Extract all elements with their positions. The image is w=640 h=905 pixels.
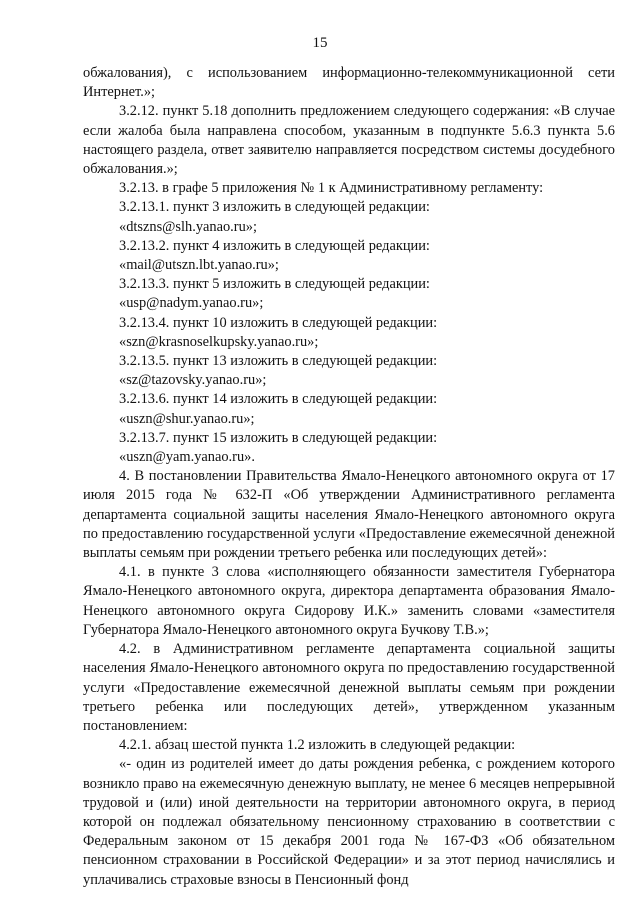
paragraph: 3.2.13.4. пункт 10 изложить в следующей редакции: xyxy=(119,314,438,331)
paragraph: «dtszns@slh.yanao.ru»; xyxy=(119,218,257,235)
paragraph: 4. В постановлении Правительства Ямало-Ненецкого автономного округа от 17 июля 2015 года № 632-П «Об утверждении Административного регламента департамента социальной защиты населения Ямало-Ненецкого автономного округа по предоставлению государственной услуги «Предоставление ежемесячной денежной выплаты семьям при рождении третьего ребенка или последующих детей»: xyxy=(83,468,615,562)
paragraph: «- один из родителей имеет до даты рождения ребенка, с рождением которого возникло право на ежемесячную денежную выплату, не менее 6 месяцев непрерывной трудовой и (или) иной деятельности на территории автономного округа, в период которой он подлежал обязательному пенсионному страхованию в соответствии с Федеральным законом от 15 декабря 2001 года № 167-ФЗ «Об обязательном пенсионном страховании в Российской Федерации» и за этот период начислялись и уплачивались страховые взносы в Пенсионный фонд xyxy=(83,756,615,888)
paragraph: 3.2.13.1. пункт 3 изложить в следующей редакции: xyxy=(119,199,430,216)
paragraph: обжалования), с использованием информационно-телекоммуникационной сети Интернет.»; xyxy=(83,65,615,101)
paragraph: 4.1. в пункте 3 слова «исполняющего обязанности заместителя Губернатора Ямало-Ненецкого автономного округа, директора департамента образования Ямало-Ненецкого автономного округа Сидорову И.К.» заменить словами «заместителя Губернатора Ямало-Ненецкого автономного округа Бучкову Т.В.»; xyxy=(83,564,615,638)
paragraph: «mail@utszn.lbt.yanao.ru»; xyxy=(119,257,279,274)
paragraph: 3.2.12. пункт 5.18 дополнить предложением следующего содержания: «В случае если жалоба была направлена способом, указанным в подпункте 5.6.3 пункта 5.6 настоящего раздела, ответ заявителю направляется посредством системы досудебного обжалования.»; xyxy=(83,103,615,178)
paragraph: 3.2.13. в графе 5 приложения № 1 к Административному регламенту: xyxy=(119,180,544,197)
paragraph: 3.2.13.2. пункт 4 изложить в следующей редакции: xyxy=(119,237,430,254)
page-number: 15 xyxy=(312,35,328,51)
paragraph: «sz@tazovsky.yanao.ru»; xyxy=(119,372,267,389)
paragraph: 3.2.13.7. пункт 15 изложить в следующей редакции: xyxy=(119,429,438,446)
paragraph: 4.2.1. абзац шестой пункта 1.2 изложить в следующей редакции: xyxy=(119,737,516,754)
paragraph: «szn@krasnoselkupsky.yanao.ru»; xyxy=(119,333,319,350)
paragraph: «uszn@shur.yanao.ru»; xyxy=(119,410,255,427)
paragraph: 3.2.13.6. пункт 14 изложить в следующей редакции: xyxy=(119,391,438,408)
paragraph: 3.2.13.3. пункт 5 изложить в следующей редакции: xyxy=(119,276,430,293)
document-body xyxy=(83,64,615,890)
paragraph: 3.2.13.5. пункт 13 изложить в следующей редакции: xyxy=(119,353,438,370)
paragraph: «usp@nadym.yanao.ru»; xyxy=(119,295,264,312)
paragraph: 4.2. в Административном регламенте департамента социальной защиты населения Ямало-Ненецкого автономного округа по предоставлению государственной услуги «Предоставление ежемесячной денежной выплаты семьям при рождении третьего ребенка или последующих детей», утвержденном указанным постановлением: xyxy=(83,641,615,734)
paragraph: «uszn@yam.yanao.ru». xyxy=(119,449,255,466)
